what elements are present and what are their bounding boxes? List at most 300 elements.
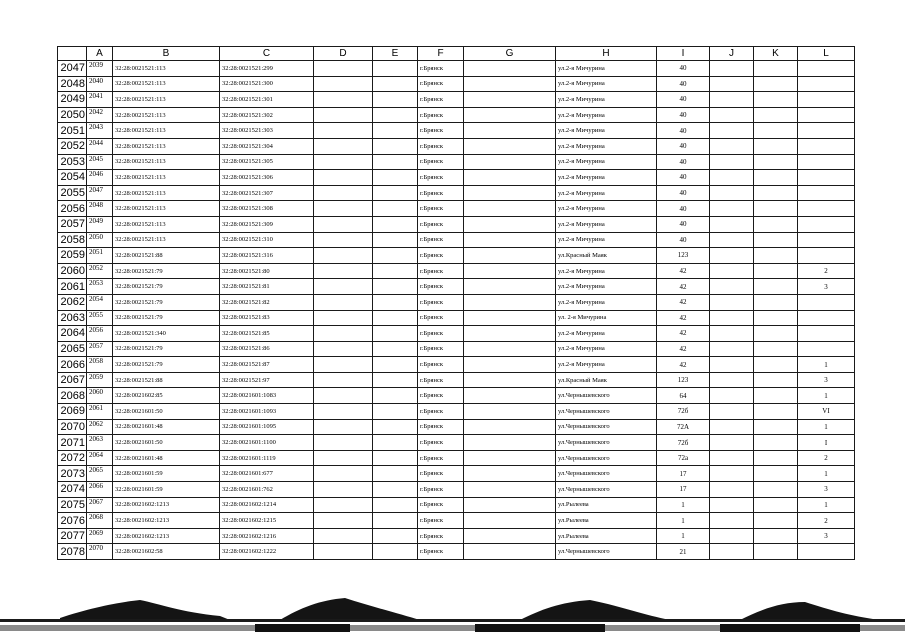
cell-g[interactable] xyxy=(464,326,556,342)
cell-f[interactable]: г.Брянск xyxy=(418,388,464,404)
cell-d[interactable] xyxy=(314,544,373,560)
column-header-h[interactable]: H xyxy=(556,47,657,61)
cell-j[interactable] xyxy=(710,154,754,170)
cell-a[interactable]: 2042 xyxy=(87,107,113,123)
cell-b[interactable]: 32:28:0021521:113 xyxy=(113,61,220,77)
cell-e[interactable] xyxy=(373,232,418,248)
cell-h[interactable]: ул.Чернышевского xyxy=(556,544,657,560)
cell-g[interactable] xyxy=(464,201,556,217)
cell-l[interactable]: 3 xyxy=(798,528,855,544)
cell-a[interactable]: 2046 xyxy=(87,170,113,186)
cell-c[interactable]: 32:28:0021521:82 xyxy=(220,294,314,310)
cell-e[interactable] xyxy=(373,76,418,92)
cell-g[interactable] xyxy=(464,138,556,154)
cell-j[interactable] xyxy=(710,216,754,232)
row-number[interactable]: 2075 xyxy=(58,497,87,513)
cell-c[interactable]: 32:28:0021601:1100 xyxy=(220,435,314,451)
cell-k[interactable] xyxy=(754,138,798,154)
cell-g[interactable] xyxy=(464,170,556,186)
cell-e[interactable] xyxy=(373,92,418,108)
cell-k[interactable] xyxy=(754,279,798,295)
cell-b[interactable]: 32:28:0021521:79 xyxy=(113,263,220,279)
cell-d[interactable] xyxy=(314,123,373,139)
cell-i[interactable]: 42 xyxy=(657,263,710,279)
cell-d[interactable] xyxy=(314,61,373,77)
cell-e[interactable] xyxy=(373,154,418,170)
cell-b[interactable]: 32:28:0021521:113 xyxy=(113,232,220,248)
cell-a[interactable]: 2054 xyxy=(87,294,113,310)
cell-k[interactable] xyxy=(754,294,798,310)
cell-l[interactable]: 2 xyxy=(798,263,855,279)
cell-c[interactable]: 32:28:0021601:1095 xyxy=(220,419,314,435)
cell-l[interactable] xyxy=(798,216,855,232)
row-number[interactable]: 2070 xyxy=(58,419,87,435)
cell-d[interactable] xyxy=(314,154,373,170)
cell-l[interactable] xyxy=(798,61,855,77)
cell-i[interactable]: 40 xyxy=(657,138,710,154)
cell-f[interactable]: г.Брянск xyxy=(418,107,464,123)
column-header-g[interactable]: G xyxy=(464,47,556,61)
cell-h[interactable]: ул.2-я Мичурина xyxy=(556,232,657,248)
cell-h[interactable]: ул.2-я Мичурина xyxy=(556,216,657,232)
row-number[interactable]: 2078 xyxy=(58,544,87,560)
cell-g[interactable] xyxy=(464,388,556,404)
cell-e[interactable] xyxy=(373,357,418,373)
cell-i[interactable]: 42 xyxy=(657,294,710,310)
row-number[interactable]: 2060 xyxy=(58,263,87,279)
column-header-i[interactable]: I xyxy=(657,47,710,61)
column-header-a[interactable]: A xyxy=(87,47,113,61)
cell-a[interactable]: 2051 xyxy=(87,248,113,264)
cell-g[interactable] xyxy=(464,310,556,326)
row-number[interactable]: 2069 xyxy=(58,404,87,420)
cell-b[interactable]: 32:28:0021521:113 xyxy=(113,154,220,170)
cell-d[interactable] xyxy=(314,107,373,123)
cell-f[interactable]: г.Брянск xyxy=(418,294,464,310)
cell-c[interactable]: 32:28:0021602:1222 xyxy=(220,544,314,560)
cell-c[interactable]: 32:28:0021521:308 xyxy=(220,201,314,217)
cell-c[interactable]: 32:28:0021521:87 xyxy=(220,357,314,373)
cell-l[interactable] xyxy=(798,185,855,201)
cell-c[interactable]: 32:28:0021521:310 xyxy=(220,232,314,248)
cell-a[interactable]: 2052 xyxy=(87,263,113,279)
cell-b[interactable]: 32:28:0021601:48 xyxy=(113,419,220,435)
cell-d[interactable] xyxy=(314,76,373,92)
cell-e[interactable] xyxy=(373,419,418,435)
row-number[interactable]: 2074 xyxy=(58,482,87,498)
cell-e[interactable] xyxy=(373,138,418,154)
cell-e[interactable] xyxy=(373,279,418,295)
cell-b[interactable]: 32:28:0021602:85 xyxy=(113,388,220,404)
cell-b[interactable]: 32:28:0021602:1213 xyxy=(113,528,220,544)
cell-e[interactable] xyxy=(373,466,418,482)
cell-i[interactable]: 40 xyxy=(657,201,710,217)
row-number[interactable]: 2048 xyxy=(58,76,87,92)
cell-j[interactable] xyxy=(710,76,754,92)
cell-c[interactable]: 32:28:0021521:304 xyxy=(220,138,314,154)
cell-i[interactable]: 72б xyxy=(657,404,710,420)
cell-k[interactable] xyxy=(754,201,798,217)
cell-e[interactable] xyxy=(373,185,418,201)
cell-i[interactable]: 40 xyxy=(657,92,710,108)
cell-a[interactable]: 2062 xyxy=(87,419,113,435)
cell-c[interactable]: 32:28:0021601:762 xyxy=(220,482,314,498)
cell-k[interactable] xyxy=(754,185,798,201)
cell-f[interactable]: г.Брянск xyxy=(418,138,464,154)
column-header-d[interactable]: D xyxy=(314,47,373,61)
cell-h[interactable]: ул.2-я Мичурина xyxy=(556,279,657,295)
cell-k[interactable] xyxy=(754,372,798,388)
cell-i[interactable]: 40 xyxy=(657,107,710,123)
row-number[interactable]: 2055 xyxy=(58,185,87,201)
row-number[interactable]: 2051 xyxy=(58,123,87,139)
cell-d[interactable] xyxy=(314,404,373,420)
cell-h[interactable]: ул.Красный Маяк xyxy=(556,372,657,388)
cell-g[interactable] xyxy=(464,419,556,435)
cell-a[interactable]: 2044 xyxy=(87,138,113,154)
cell-h[interactable]: ул.2-я Мичурина xyxy=(556,294,657,310)
cell-c[interactable]: 32:28:0021601:1093 xyxy=(220,404,314,420)
cell-j[interactable] xyxy=(710,450,754,466)
cell-k[interactable] xyxy=(754,497,798,513)
cell-l[interactable] xyxy=(798,294,855,310)
cell-h[interactable]: ул.2-я Мичурина xyxy=(556,263,657,279)
cell-h[interactable]: ул.Чернышевского xyxy=(556,404,657,420)
row-number[interactable]: 2052 xyxy=(58,138,87,154)
cell-h[interactable]: ул.2-я Мичурина xyxy=(556,341,657,357)
cell-d[interactable] xyxy=(314,92,373,108)
cell-j[interactable] xyxy=(710,61,754,77)
cell-g[interactable] xyxy=(464,497,556,513)
cell-h[interactable]: ул.2-я Мичурина xyxy=(556,61,657,77)
cell-g[interactable] xyxy=(464,107,556,123)
cell-i[interactable]: 40 xyxy=(657,216,710,232)
cell-b[interactable]: 32:28:0021521:113 xyxy=(113,185,220,201)
row-number[interactable]: 2058 xyxy=(58,232,87,248)
cell-l[interactable] xyxy=(798,170,855,186)
cell-c[interactable]: 32:28:0021521:301 xyxy=(220,92,314,108)
cell-b[interactable]: 32:28:0021601:59 xyxy=(113,466,220,482)
cell-h[interactable]: ул.Рылеева xyxy=(556,528,657,544)
cell-a[interactable]: 2059 xyxy=(87,372,113,388)
cell-j[interactable] xyxy=(710,388,754,404)
cell-b[interactable]: 32:28:0021602:1213 xyxy=(113,497,220,513)
cell-l[interactable]: 1 xyxy=(798,497,855,513)
cell-c[interactable]: 32:28:0021521:302 xyxy=(220,107,314,123)
cell-k[interactable] xyxy=(754,310,798,326)
cell-k[interactable] xyxy=(754,326,798,342)
cell-k[interactable] xyxy=(754,341,798,357)
row-number[interactable]: 2064 xyxy=(58,326,87,342)
cell-c[interactable]: 32:28:0021521:316 xyxy=(220,248,314,264)
cell-f[interactable]: г.Брянск xyxy=(418,419,464,435)
cell-k[interactable] xyxy=(754,216,798,232)
row-number[interactable]: 2057 xyxy=(58,216,87,232)
row-number[interactable]: 2047 xyxy=(58,61,87,77)
cell-l[interactable]: 1 xyxy=(798,466,855,482)
cell-a[interactable]: 2050 xyxy=(87,232,113,248)
cell-b[interactable]: 32:28:0021521:113 xyxy=(113,123,220,139)
cell-c[interactable]: 32:28:0021521:80 xyxy=(220,263,314,279)
row-number[interactable]: 2066 xyxy=(58,357,87,373)
row-number[interactable]: 2050 xyxy=(58,107,87,123)
cell-j[interactable] xyxy=(710,482,754,498)
column-header-f[interactable]: F xyxy=(418,47,464,61)
cell-f[interactable]: г.Брянск xyxy=(418,357,464,373)
cell-i[interactable]: 72б xyxy=(657,435,710,451)
cell-i[interactable]: 42 xyxy=(657,279,710,295)
cell-c[interactable]: 32:28:0021521:83 xyxy=(220,310,314,326)
cell-l[interactable] xyxy=(798,341,855,357)
cell-c[interactable]: 32:28:0021521:306 xyxy=(220,170,314,186)
cell-e[interactable] xyxy=(373,170,418,186)
cell-e[interactable] xyxy=(373,435,418,451)
cell-c[interactable]: 32:28:0021521:299 xyxy=(220,61,314,77)
cell-g[interactable] xyxy=(464,294,556,310)
cell-b[interactable]: 32:28:0021521:113 xyxy=(113,201,220,217)
row-number[interactable]: 2067 xyxy=(58,372,87,388)
cell-j[interactable] xyxy=(710,92,754,108)
cell-k[interactable] xyxy=(754,76,798,92)
cell-g[interactable] xyxy=(464,154,556,170)
row-number[interactable]: 2061 xyxy=(58,279,87,295)
cell-e[interactable] xyxy=(373,450,418,466)
cell-f[interactable]: г.Брянск xyxy=(418,232,464,248)
cell-a[interactable]: 2041 xyxy=(87,92,113,108)
cell-j[interactable] xyxy=(710,279,754,295)
cell-j[interactable] xyxy=(710,341,754,357)
cell-g[interactable] xyxy=(464,92,556,108)
cell-b[interactable]: 32:28:0021521:113 xyxy=(113,138,220,154)
cell-b[interactable]: 32:28:0021521:79 xyxy=(113,341,220,357)
cell-h[interactable]: ул.Красный Маяк xyxy=(556,248,657,264)
row-number[interactable]: 2063 xyxy=(58,310,87,326)
cell-h[interactable]: ул.Рылеева xyxy=(556,513,657,529)
cell-d[interactable] xyxy=(314,263,373,279)
row-number[interactable]: 2077 xyxy=(58,528,87,544)
cell-i[interactable]: 40 xyxy=(657,170,710,186)
cell-l[interactable]: 3 xyxy=(798,279,855,295)
cell-f[interactable]: г.Брянск xyxy=(418,513,464,529)
cell-d[interactable] xyxy=(314,372,373,388)
cell-a[interactable]: 2043 xyxy=(87,123,113,139)
cell-c[interactable]: 32:28:0021521:81 xyxy=(220,279,314,295)
cell-l[interactable]: 1 xyxy=(798,419,855,435)
cell-l[interactable] xyxy=(798,123,855,139)
cell-k[interactable] xyxy=(754,404,798,420)
cell-g[interactable] xyxy=(464,61,556,77)
cell-f[interactable]: г.Брянск xyxy=(418,170,464,186)
cell-e[interactable] xyxy=(373,123,418,139)
cell-k[interactable] xyxy=(754,123,798,139)
cell-k[interactable] xyxy=(754,263,798,279)
cell-d[interactable] xyxy=(314,419,373,435)
cell-e[interactable] xyxy=(373,294,418,310)
cell-h[interactable]: ул.Чернышевского xyxy=(556,466,657,482)
cell-g[interactable] xyxy=(464,76,556,92)
cell-a[interactable]: 2053 xyxy=(87,279,113,295)
cell-h[interactable]: ул.Рылеева xyxy=(556,497,657,513)
cell-j[interactable] xyxy=(710,372,754,388)
cell-a[interactable]: 2063 xyxy=(87,435,113,451)
cell-l[interactable]: 1 xyxy=(798,388,855,404)
cell-i[interactable]: 40 xyxy=(657,123,710,139)
cell-i[interactable]: 17 xyxy=(657,466,710,482)
cell-i[interactable]: 1 xyxy=(657,513,710,529)
cell-g[interactable] xyxy=(464,357,556,373)
cell-k[interactable] xyxy=(754,544,798,560)
row-number[interactable]: 2076 xyxy=(58,513,87,529)
cell-b[interactable]: 32:28:0021601:50 xyxy=(113,404,220,420)
cell-h[interactable]: ул.2-я Мичурина xyxy=(556,326,657,342)
cell-b[interactable]: 32:28:0021521:113 xyxy=(113,170,220,186)
cell-c[interactable]: 32:28:0021521:307 xyxy=(220,185,314,201)
cell-h[interactable]: ул.2-я Мичурина xyxy=(556,123,657,139)
cell-e[interactable] xyxy=(373,404,418,420)
cell-l[interactable] xyxy=(798,76,855,92)
cell-f[interactable]: г.Брянск xyxy=(418,466,464,482)
cell-i[interactable]: 40 xyxy=(657,61,710,77)
cell-g[interactable] xyxy=(464,513,556,529)
cell-k[interactable] xyxy=(754,513,798,529)
column-header-k[interactable]: K xyxy=(754,47,798,61)
cell-b[interactable]: 32:28:0021521:113 xyxy=(113,92,220,108)
cell-a[interactable]: 2055 xyxy=(87,310,113,326)
cell-i[interactable]: 40 xyxy=(657,232,710,248)
cell-a[interactable]: 2047 xyxy=(87,185,113,201)
cell-b[interactable]: 32:28:0021521:88 xyxy=(113,372,220,388)
cell-b[interactable]: 32:28:0021602:1213 xyxy=(113,513,220,529)
cell-f[interactable]: г.Брянск xyxy=(418,279,464,295)
cell-e[interactable] xyxy=(373,528,418,544)
cell-g[interactable] xyxy=(464,279,556,295)
cell-f[interactable]: г.Брянск xyxy=(418,154,464,170)
row-number[interactable]: 2072 xyxy=(58,450,87,466)
cell-j[interactable] xyxy=(710,294,754,310)
cell-a[interactable]: 2061 xyxy=(87,404,113,420)
cell-j[interactable] xyxy=(710,419,754,435)
cell-j[interactable] xyxy=(710,310,754,326)
cell-g[interactable] xyxy=(464,450,556,466)
cell-l[interactable] xyxy=(798,544,855,560)
cell-k[interactable] xyxy=(754,466,798,482)
cell-b[interactable]: 32:28:0021521:88 xyxy=(113,248,220,264)
cell-d[interactable] xyxy=(314,482,373,498)
cell-d[interactable] xyxy=(314,170,373,186)
cell-f[interactable]: г.Брянск xyxy=(418,248,464,264)
cell-l[interactable]: VI xyxy=(798,404,855,420)
cell-k[interactable] xyxy=(754,232,798,248)
cell-g[interactable] xyxy=(464,123,556,139)
cell-l[interactable]: 2 xyxy=(798,513,855,529)
row-number[interactable]: 2071 xyxy=(58,435,87,451)
cell-e[interactable] xyxy=(373,388,418,404)
cell-a[interactable]: 2070 xyxy=(87,544,113,560)
cell-i[interactable]: 42 xyxy=(657,357,710,373)
cell-i[interactable]: 17 xyxy=(657,482,710,498)
cell-a[interactable]: 2040 xyxy=(87,76,113,92)
cell-j[interactable] xyxy=(710,497,754,513)
cell-h[interactable]: ул.2-я Мичурина xyxy=(556,170,657,186)
cell-b[interactable]: 32:28:0021521:340 xyxy=(113,326,220,342)
cell-c[interactable]: 32:28:0021601:1083 xyxy=(220,388,314,404)
cell-c[interactable]: 32:28:0021602:1216 xyxy=(220,528,314,544)
cell-g[interactable] xyxy=(464,216,556,232)
cell-k[interactable] xyxy=(754,61,798,77)
cell-l[interactable] xyxy=(798,326,855,342)
cell-b[interactable]: 32:28:0021602:58 xyxy=(113,544,220,560)
column-header-e[interactable]: E xyxy=(373,47,418,61)
cell-f[interactable]: г.Брянск xyxy=(418,341,464,357)
cell-e[interactable] xyxy=(373,372,418,388)
cell-j[interactable] xyxy=(710,170,754,186)
cell-g[interactable] xyxy=(464,341,556,357)
cell-d[interactable] xyxy=(314,497,373,513)
cell-h[interactable]: ул.Чернышевского xyxy=(556,435,657,451)
cell-l[interactable] xyxy=(798,201,855,217)
cell-d[interactable] xyxy=(314,326,373,342)
cell-h[interactable]: ул.2-я Мичурина xyxy=(556,138,657,154)
cell-c[interactable]: 32:28:0021602:1215 xyxy=(220,513,314,529)
cell-g[interactable] xyxy=(464,185,556,201)
cell-j[interactable] xyxy=(710,326,754,342)
cell-f[interactable]: г.Брянск xyxy=(418,185,464,201)
cell-j[interactable] xyxy=(710,466,754,482)
cell-f[interactable]: г.Брянск xyxy=(418,544,464,560)
cell-d[interactable] xyxy=(314,248,373,264)
cell-d[interactable] xyxy=(314,513,373,529)
cell-a[interactable]: 2049 xyxy=(87,216,113,232)
cell-k[interactable] xyxy=(754,107,798,123)
cell-h[interactable]: ул.2-я Мичурина xyxy=(556,76,657,92)
cell-f[interactable]: г.Брянск xyxy=(418,497,464,513)
cell-i[interactable]: 72а xyxy=(657,450,710,466)
cell-j[interactable] xyxy=(710,357,754,373)
cell-g[interactable] xyxy=(464,232,556,248)
cell-d[interactable] xyxy=(314,357,373,373)
row-number[interactable]: 2068 xyxy=(58,388,87,404)
cell-b[interactable]: 32:28:0021521:79 xyxy=(113,310,220,326)
cell-j[interactable] xyxy=(710,138,754,154)
cell-b[interactable]: 32:28:0021521:113 xyxy=(113,107,220,123)
cell-f[interactable]: г.Брянск xyxy=(418,326,464,342)
cell-f[interactable]: г.Брянск xyxy=(418,61,464,77)
cell-l[interactable] xyxy=(798,232,855,248)
cell-l[interactable] xyxy=(798,248,855,264)
cell-i[interactable]: 42 xyxy=(657,326,710,342)
cell-j[interactable] xyxy=(710,528,754,544)
cell-k[interactable] xyxy=(754,419,798,435)
cell-b[interactable]: 32:28:0021601:48 xyxy=(113,450,220,466)
cell-k[interactable] xyxy=(754,154,798,170)
cell-e[interactable] xyxy=(373,310,418,326)
cell-e[interactable] xyxy=(373,201,418,217)
cell-j[interactable] xyxy=(710,513,754,529)
cell-i[interactable]: 21 xyxy=(657,544,710,560)
cell-f[interactable]: г.Брянск xyxy=(418,528,464,544)
cell-k[interactable] xyxy=(754,450,798,466)
cell-h[interactable]: ул.2-я Мичурина xyxy=(556,357,657,373)
cell-a[interactable]: 2057 xyxy=(87,341,113,357)
cell-a[interactable]: 2064 xyxy=(87,450,113,466)
cell-l[interactable] xyxy=(798,138,855,154)
cell-h[interactable]: ул.2-я Мичурина xyxy=(556,185,657,201)
cell-h[interactable]: ул.Чернышевского xyxy=(556,419,657,435)
corner-cell[interactable] xyxy=(58,47,87,61)
cell-i[interactable]: 40 xyxy=(657,76,710,92)
cell-k[interactable] xyxy=(754,435,798,451)
cell-c[interactable]: 32:28:0021521:300 xyxy=(220,76,314,92)
